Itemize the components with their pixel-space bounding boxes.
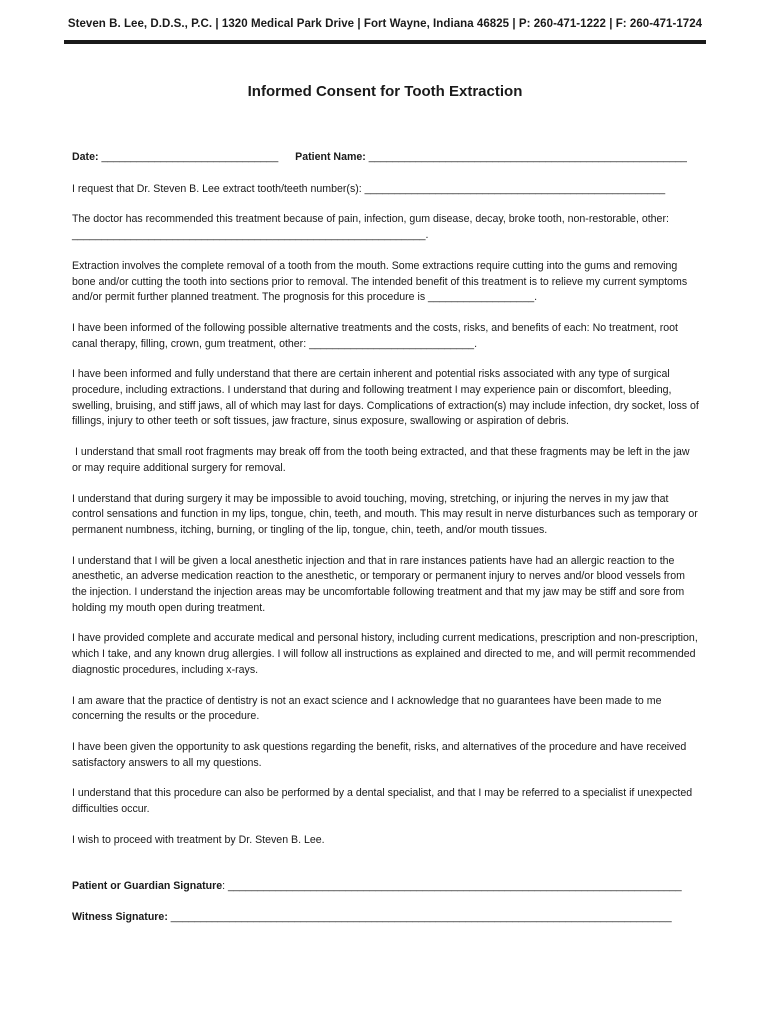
- patient-name-label: Patient Name:: [295, 151, 366, 163]
- nerves-paragraph: I understand that during surgery it may be impossible to avoid touching, moving, stretching, or injuring the nerves in my jaw that control sensations and function in my lips, tongue, chin, teeth, and mouth. This may result in nerve disturbances such as temporary or permanent numbness, itching, burning, or tingling of the lip, tongue, chin, teeth, and/or mouth tissues.: [72, 492, 698, 536]
- witness-signature-row: [72, 910, 699, 926]
- patient-signature-row: [72, 879, 699, 895]
- witness-signature-label: Witness Signature:: [72, 911, 171, 924]
- request-paragraph[interactable]: I request that Dr. Steven B. Lee extract tooth/teeth number(s): ___________________________________________________: [72, 182, 666, 195]
- patient-signature-field[interactable]: : _____________________________________________________________________________: [222, 879, 682, 892]
- extraction-paragraph[interactable]: Extraction involves the complete removal of a tooth from the mouth. Some extractions require cutting into the gums and removing bone and/or cutting the tooth into sections prior to removal. The intended benefit of this treatment is to relieve my current symptoms and/or permit further planned treatment. The prognosis for this procedure is __________________.: [72, 259, 688, 304]
- not-exact-science-paragraph: I am aware that the practice of dentistry is not an exact science and I acknowledge that no guarantees have been made to me concerning the results or the procedure.: [72, 694, 662, 723]
- patient-name-field[interactable]: ______________________________________________________: [368, 151, 687, 163]
- date-label: Date:: [72, 151, 99, 163]
- specialist-paragraph: I understand that this procedure can also be performed by a dental specialist, and that I may be referred to a specialist if unexpected difficulties occur.: [72, 787, 693, 816]
- practice-header: Steven B. Lee, D.D.S., P.C. | 1320 Medical Park Drive | Fort Wayne, Indiana 46825 | P: 260-471-1222 | F: 260-471-1724: [67, 18, 703, 30]
- history-paragraph: I have provided complete and accurate medical and personal history, including current medications, prescription and non-prescription, which I take, and any known drug allergies. I will follow all instructions as explained and directed to me, and will permit recommended diagnostic procedures, including x-rays.: [72, 632, 698, 676]
- questions-paragraph: I have been given the opportunity to ask questions regarding the benefit, risks, and alternatives of the procedure and have received satisfactory answers to all my questions.: [72, 740, 687, 769]
- witness-signature-field[interactable]: _____________________________________________________________________________________: [170, 911, 672, 924]
- risks-paragraph: I have been informed and fully understand that there are certain inherent and potential risks associated with any type of surgical procedure, including extractions. I understand that during and following treatment I may experience pain or discomfort, bleeding, swelling, bruising, and stiff jaws, all of which may last for days. Complications of extraction(s) may include infection, dry socket, loss of fillings, injury to other teeth or soft tissues, jaw fracture, sinus exposure, swallowing or aspiration of debris.: [72, 368, 699, 428]
- header-divider: [64, 40, 706, 44]
- date-patient-row: [72, 150, 699, 166]
- proceed-paragraph: I wish to proceed with treatment by Dr. Steven B. Lee.: [72, 833, 325, 846]
- alternatives-paragraph[interactable]: I have been informed of the following possible alternative treatments and the costs, risks, and benefits of each: No treatment, root canal therapy, filling, crown, gum treatment, other: ____________________________.: [72, 321, 678, 350]
- patient-signature-label: Patient or Guardian Signature: [72, 879, 223, 892]
- document-title: Informed Consent for Tooth Extraction: [247, 83, 523, 100]
- root-fragments-paragraph: I understand that small root fragments may break off from the tooth being extracted, and that these fragments may be left in the jaw or may require additional surgery for removal.: [72, 446, 693, 474]
- date-field[interactable]: ______________________________: [101, 151, 279, 163]
- anesthetic-paragraph: I understand that I will be given a local anesthetic injection and that in rare instances patients have had an allergic reaction to the anesthetic, an adverse medication reaction to the anesthetic, or temporary or permanent injury to nerves and/or blood vessels from the injection. I understand the injection areas may be uncomfortable following treatment and that my jaw may be stiff and sore from holding my mouth open during treatment.: [72, 554, 685, 614]
- recommended-paragraph[interactable]: The doctor has recommended this treatment because of pain, infection, gum disease, decay, broke tooth, non-restorable, other: ____________________________________________________________.: [72, 213, 669, 242]
- consent-body: [72, 150, 699, 926]
